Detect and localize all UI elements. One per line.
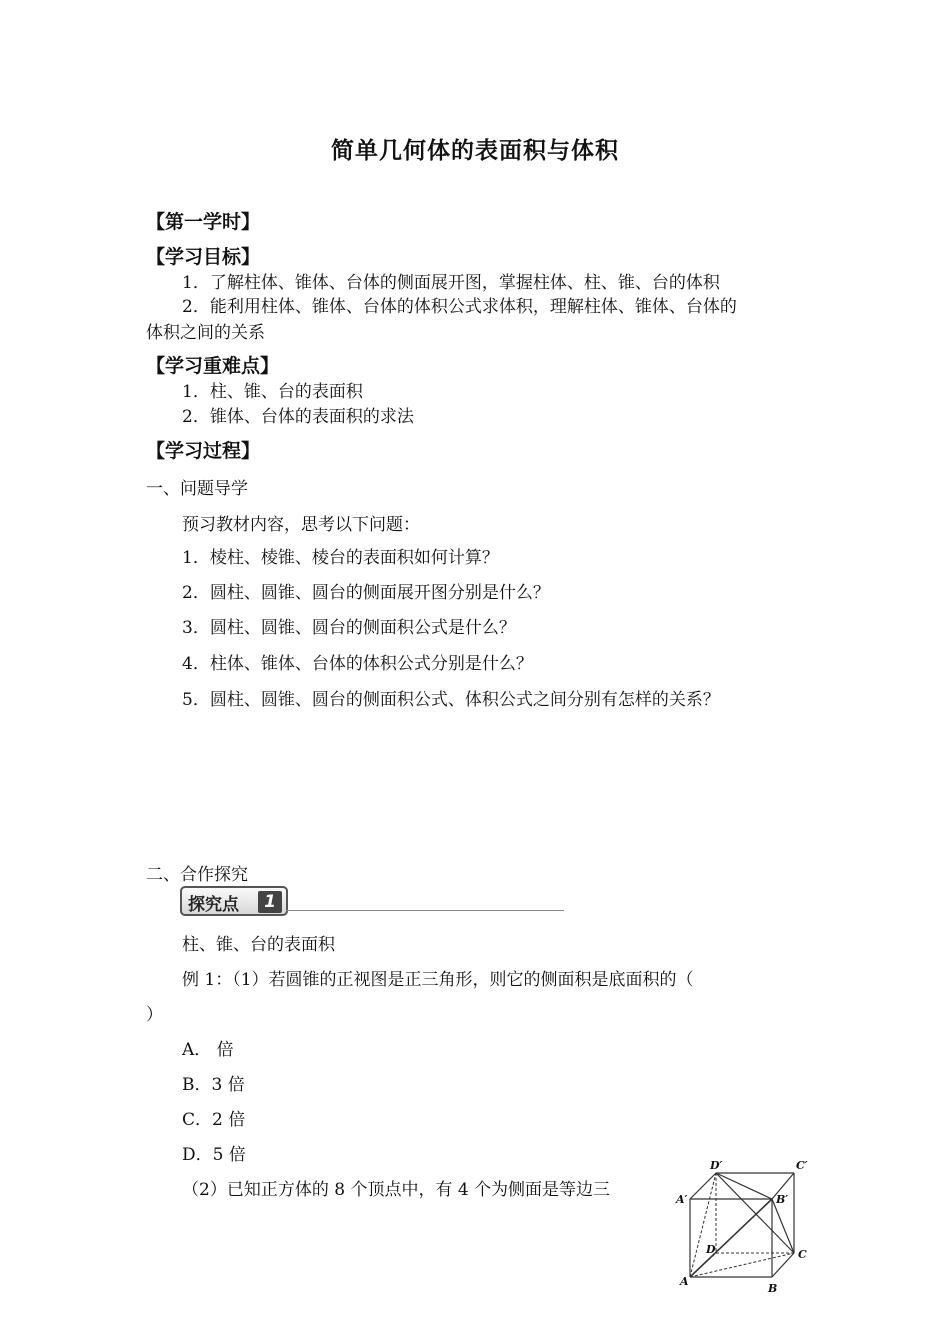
label-b: B (768, 1282, 778, 1295)
option-b: B．3 倍 (182, 1075, 245, 1095)
topic-title: 柱、锥、台的表面积 (182, 935, 335, 955)
cube-edge-bc (772, 1253, 794, 1277)
objective-item-2-cont: 体积之间的关系 (146, 323, 265, 343)
badge-number: 1 (258, 891, 282, 913)
cube-figure (672, 1155, 812, 1295)
tetra-edge-ac (690, 1253, 794, 1277)
option-d: D．5 倍 (182, 1145, 246, 1165)
question-3: 3．圆柱、圆锥、圆台的侧面积公式是什么？ (182, 618, 516, 638)
explore-point-badge (180, 886, 564, 914)
label-a: A (680, 1275, 689, 1288)
label-b1: B′ (776, 1193, 789, 1206)
question-4: 4．柱体、锥体、台体的体积公式分别是什么？ (182, 654, 533, 674)
key-point-item-2: 2．锥体、台体的表面积的求法 (182, 407, 414, 427)
process-heading: 【学习过程】 (146, 440, 261, 462)
part1-intro: 预习教材内容，思考以下问题： (182, 515, 420, 535)
question-1: 1．棱柱、棱锥、棱台的表面积如何计算？ (182, 548, 499, 568)
badge-label: 探究点 (188, 895, 239, 915)
tetra-edge-b1c (772, 1199, 794, 1253)
lesson-heading: 【第一学时】 (146, 211, 261, 233)
label-d: D (706, 1243, 716, 1256)
tetra-edge-d1b1 (716, 1173, 772, 1199)
cube-edge-a1d1 (690, 1173, 716, 1199)
option-a: A． 倍 (182, 1040, 234, 1060)
label-c1: C′ (796, 1159, 808, 1172)
example-1-line-2: ） (146, 1005, 163, 1025)
part1-heading: 一、问题导学 (146, 479, 248, 499)
objectives-heading: 【学习目标】 (146, 246, 261, 268)
example-1-line-1: 例 1：（1）若圆锥的正视图是正三角形，则它的侧面积是底面积的（ (182, 970, 694, 990)
cube-edge-ad (690, 1253, 716, 1277)
label-c: C (798, 1248, 807, 1261)
badge-rule (286, 910, 564, 911)
objective-item-2: 2．能利用柱体、锥体、台体的体积公式求体积，理解柱体、锥体、台体的 (182, 297, 737, 317)
option-c: C．2 倍 (182, 1110, 246, 1130)
tetra-edge-ad1 (690, 1173, 716, 1277)
key-point-item-1: 1．柱、锥、台的表面积 (182, 382, 363, 402)
key-points-heading: 【学习重难点】 (146, 355, 280, 377)
label-a1: A′ (676, 1193, 688, 1206)
question-2: 2．圆柱、圆锥、圆台的侧面展开图分别是什么？ (182, 583, 550, 603)
page-title: 简单几何体的表面积与体积 (331, 137, 619, 164)
part2-heading: 二、合作探究 (146, 865, 248, 885)
question-5: 5．圆柱、圆锥、圆台的侧面积公式、体积公式之间分别有怎样的关系？ (182, 690, 720, 710)
badge-box (180, 886, 288, 916)
example-1-part-2: （2）已知正方体的 8 个顶点中，有 4 个为侧面是等边三 (182, 1180, 611, 1200)
label-d1: D′ (710, 1159, 723, 1172)
objective-item-1: 1．了解柱体、锥体、台体的侧面展开图，掌握柱体、柱、锥、台的体积 (182, 273, 720, 293)
